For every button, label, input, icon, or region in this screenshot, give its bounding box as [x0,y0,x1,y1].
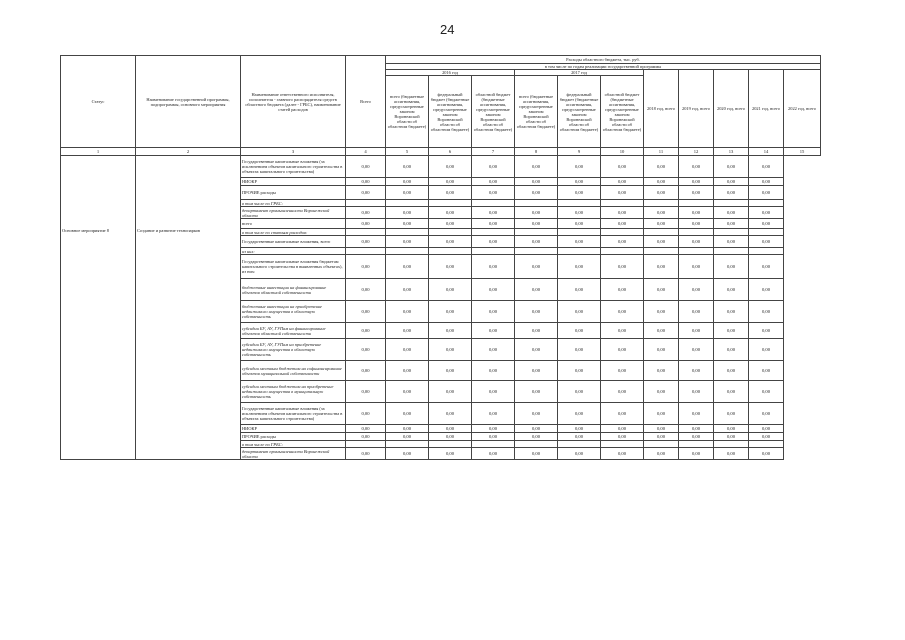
column-number: 9 [558,148,601,156]
value-cell: 0,00 [749,186,784,200]
value-cell: 0,00 [714,219,749,229]
row-label: НИОКР [241,425,346,433]
value-cell: 0,00 [472,219,515,229]
value-cell [515,248,558,255]
value-cell: 0,00 [679,236,714,248]
value-cell: 0,00 [601,425,644,433]
value-cell: 0,00 [601,339,644,361]
value-cell: 0,00 [679,323,714,339]
value-cell [472,229,515,236]
row-label: бюджетные инвестиции на финансирование объектов областной собственности [241,279,346,301]
column-numbers-row [61,148,821,156]
value-cell [558,441,601,448]
row-label: ПРОЧИЕ расходы [241,186,346,200]
value-cell: 0,00 [714,339,749,361]
table-row [61,156,821,178]
row-label: Государственные капитальные вложения (за исключением объектов капитального строительства в объектах капитального строительства) [241,403,346,425]
value-cell: 0,00 [679,381,714,403]
value-cell: 0,00 [714,433,749,441]
value-cell [679,200,714,207]
column-number: 11 [644,148,679,156]
value-cell: 0,00 [749,219,784,229]
column-number: 4 [346,148,386,156]
value-cell: 0,00 [472,433,515,441]
value-cell: 0,00 [714,301,749,323]
value-cell: 0,00 [472,301,515,323]
value-cell: 0,00 [472,381,515,403]
header-regional-2016: областной бюджет (бюджетные ассигнования, предусмотренные законом Воронежской области об областном бюджете) [472,76,515,148]
value-cell [644,229,679,236]
value-cell: 0,00 [644,178,679,186]
value-cell: 0,00 [346,178,386,186]
value-cell: 0,00 [749,339,784,361]
value-cell: 0,00 [558,433,601,441]
value-cell [749,229,784,236]
row-label: субсидии БУ, АУ, ГУПам на приобретение недвижимого имущества в областную собственность [241,339,346,361]
header-local-2017: всего (бюджетные ассигнования, предусмотренные законом Воронежской области об областном бюджете) [515,76,558,148]
value-cell: 0,00 [515,323,558,339]
value-cell: 0,00 [346,323,386,339]
value-cell [644,441,679,448]
value-cell: 0,00 [429,361,472,381]
value-cell: 0,00 [714,323,749,339]
value-cell: 0,00 [386,361,429,381]
value-cell: 0,00 [558,403,601,425]
header-federal-2016: федеральный бюджет (бюджетные ассигнования, предусмотренные законом Воронежской области об областном бюджете) [429,76,472,148]
value-cell: 0,00 [472,279,515,301]
value-cell: 0,00 [515,403,558,425]
value-cell: 0,00 [386,323,429,339]
value-cell: 0,00 [472,361,515,381]
value-cell: 0,00 [386,178,429,186]
value-cell: 0,00 [749,448,784,460]
value-cell: 0,00 [429,381,472,403]
row-label: Государственные капитальные вложения бюджетам капитального строительства в выявленных объектах), из них: [241,255,346,279]
value-cell: 0,00 [386,403,429,425]
value-cell: 0,00 [472,186,515,200]
value-cell [429,248,472,255]
value-cell [749,200,784,207]
value-cell: 0,00 [714,207,749,219]
value-cell: 0,00 [679,178,714,186]
value-cell: 0,00 [601,156,644,178]
value-cell: 0,00 [472,236,515,248]
value-cell: 0,00 [558,156,601,178]
value-cell: 0,00 [429,236,472,248]
value-cell: 0,00 [386,339,429,361]
value-cell: 0,00 [472,403,515,425]
column-number: 3 [241,148,346,156]
value-cell: 0,00 [749,178,784,186]
value-cell: 0,00 [644,279,679,301]
value-cell [429,229,472,236]
value-cell: 0,00 [679,448,714,460]
column-number: 10 [601,148,644,156]
value-cell [558,229,601,236]
value-cell [749,441,784,448]
header-executor: Наименование ответственного исполнителя, исполнителя - главного распорядителя средств областного бюджета (далее - ГРБС), наименование статей расходов [241,56,346,148]
value-cell: 0,00 [601,301,644,323]
value-cell: 0,00 [429,339,472,361]
value-cell: 0,00 [346,219,386,229]
column-number: 1 [61,148,136,156]
value-cell: 0,00 [644,361,679,381]
value-cell [601,441,644,448]
value-cell: 0,00 [346,156,386,178]
value-cell: 0,00 [386,207,429,219]
value-cell: 0,00 [346,433,386,441]
row-label: субсидии БУ, АУ, ГУПам на финансирование объектов областной собственности [241,323,346,339]
value-cell [386,441,429,448]
value-cell [714,200,749,207]
header-2017: 2017 год [515,70,644,76]
value-cell: 0,00 [644,323,679,339]
value-cell: 0,00 [679,156,714,178]
value-cell: 0,00 [601,255,644,279]
row-label: департамент промышленности Воронежской области [241,448,346,460]
header-2021: 2021 год, всего [749,70,784,148]
header-name: Наименование государственной программы, подпрограммы, основного мероприятия [136,56,241,148]
value-cell: 0,00 [515,433,558,441]
value-cell: 0,00 [429,448,472,460]
value-cell: 0,00 [749,279,784,301]
value-cell: 0,00 [714,255,749,279]
column-number: 12 [679,148,714,156]
value-cell: 0,00 [749,301,784,323]
value-cell [714,229,749,236]
header-2016: 2016 год [386,70,515,76]
value-cell [714,248,749,255]
value-cell [749,248,784,255]
value-cell: 0,00 [558,207,601,219]
value-cell: 0,00 [749,433,784,441]
value-cell: 0,00 [679,301,714,323]
value-cell: 0,00 [714,236,749,248]
value-cell: 0,00 [429,156,472,178]
value-cell: 0,00 [346,339,386,361]
budget-table [60,55,821,460]
value-cell: 0,00 [386,448,429,460]
value-cell [714,441,749,448]
row-label: субсидии местным бюджетам на софинансирование объектов муниципальной собственности [241,361,346,381]
value-cell [679,248,714,255]
row-label: всего [241,219,346,229]
value-cell: 0,00 [429,219,472,229]
value-cell: 0,00 [515,207,558,219]
value-cell: 0,00 [558,219,601,229]
header-2019: 2019 год, всего [679,70,714,148]
value-cell: 0,00 [558,255,601,279]
value-cell: 0,00 [714,156,749,178]
value-cell: 0,00 [346,448,386,460]
value-cell: 0,00 [644,448,679,460]
value-cell: 0,00 [714,448,749,460]
value-cell: 0,00 [346,361,386,381]
row-label: в том числе по ГРБС: [241,441,346,448]
value-cell: 0,00 [515,156,558,178]
column-number: 14 [749,148,784,156]
program-name-cell: Создание и развитие технопарков [136,156,241,460]
value-cell: 0,00 [346,207,386,219]
value-cell [515,200,558,207]
value-cell: 0,00 [515,255,558,279]
header-2020: 2020 год, всего [714,70,749,148]
value-cell [472,200,515,207]
value-cell [472,248,515,255]
value-cell [346,229,386,236]
value-cell: 0,00 [472,448,515,460]
value-cell: 0,00 [601,361,644,381]
value-cell [601,229,644,236]
value-cell [515,229,558,236]
value-cell: 0,00 [515,381,558,403]
value-cell: 0,00 [515,361,558,381]
row-label: НИОКР [241,178,346,186]
value-cell [679,229,714,236]
value-cell: 0,00 [749,236,784,248]
value-cell: 0,00 [558,425,601,433]
value-cell: 0,00 [601,186,644,200]
value-cell: 0,00 [558,361,601,381]
value-cell: 0,00 [601,448,644,460]
row-label: в том числе по ГРБС: [241,200,346,207]
value-cell: 0,00 [644,403,679,425]
value-cell [386,229,429,236]
value-cell: 0,00 [679,361,714,381]
column-number: 13 [714,148,749,156]
column-number: 7 [472,148,515,156]
value-cell: 0,00 [429,433,472,441]
value-cell: 0,00 [749,323,784,339]
value-cell: 0,00 [386,219,429,229]
value-cell [601,200,644,207]
value-cell: 0,00 [429,323,472,339]
value-cell: 0,00 [601,207,644,219]
value-cell: 0,00 [714,403,749,425]
value-cell: 0,00 [601,219,644,229]
value-cell: 0,00 [386,236,429,248]
column-number: 5 [386,148,429,156]
value-cell: 0,00 [515,339,558,361]
column-number: 6 [429,148,472,156]
row-label: из них: [241,248,346,255]
value-cell [515,441,558,448]
value-cell: 0,00 [346,255,386,279]
value-cell: 0,00 [714,361,749,381]
column-number: 15 [784,148,821,156]
value-cell: 0,00 [429,186,472,200]
value-cell: 0,00 [679,255,714,279]
value-cell: 0,00 [472,207,515,219]
value-cell: 0,00 [749,361,784,381]
value-cell: 0,00 [601,279,644,301]
value-cell: 0,00 [679,219,714,229]
header-regional-2017: областной бюджет (бюджетные ассигнования, предусмотренные законом Воронежской области об областном бюджете) [601,76,644,148]
value-cell: 0,00 [429,301,472,323]
value-cell: 0,00 [749,207,784,219]
value-cell [429,441,472,448]
row-label: бюджетные инвестиции на приобретение недвижимого имущества в областную собственность [241,301,346,323]
value-cell: 0,00 [429,425,472,433]
value-cell: 0,00 [644,186,679,200]
value-cell: 0,00 [749,425,784,433]
value-cell: 0,00 [515,219,558,229]
value-cell: 0,00 [679,433,714,441]
value-cell [386,200,429,207]
value-cell: 0,00 [644,425,679,433]
value-cell: 0,00 [714,186,749,200]
value-cell: 0,00 [679,186,714,200]
value-cell: 0,00 [515,178,558,186]
value-cell: 0,00 [558,279,601,301]
value-cell: 0,00 [714,279,749,301]
value-cell: 0,00 [429,279,472,301]
value-cell: 0,00 [429,178,472,186]
value-cell: 0,00 [429,403,472,425]
value-cell: 0,00 [558,236,601,248]
value-cell: 0,00 [346,403,386,425]
value-cell: 0,00 [515,236,558,248]
value-cell [346,248,386,255]
value-cell: 0,00 [472,178,515,186]
value-cell: 0,00 [644,339,679,361]
value-cell: 0,00 [558,186,601,200]
value-cell: 0,00 [429,255,472,279]
value-cell: 0,00 [558,448,601,460]
value-cell: 0,00 [679,207,714,219]
page-number: 24 [440,22,455,37]
value-cell: 0,00 [644,301,679,323]
value-cell: 0,00 [749,403,784,425]
value-cell: 0,00 [644,236,679,248]
value-cell: 0,00 [346,425,386,433]
value-cell: 0,00 [386,381,429,403]
row-label: Государственные капитальные вложения (за исключением объектов капитального строительства в объектах капитального строительства) [241,156,346,178]
value-cell: 0,00 [558,323,601,339]
value-cell: 0,00 [472,425,515,433]
value-cell: 0,00 [472,323,515,339]
value-cell [346,441,386,448]
header-status: Статус [61,56,136,148]
value-cell: 0,00 [472,255,515,279]
value-cell: 0,00 [346,301,386,323]
value-cell: 0,00 [749,255,784,279]
value-cell: 0,00 [515,186,558,200]
value-cell: 0,00 [558,301,601,323]
value-cell: 0,00 [386,255,429,279]
value-cell: 0,00 [346,381,386,403]
value-cell: 0,00 [601,236,644,248]
value-cell: 0,00 [386,279,429,301]
value-cell: 0,00 [644,433,679,441]
value-cell: 0,00 [714,381,749,403]
column-number: 2 [136,148,241,156]
value-cell: 0,00 [601,433,644,441]
header-2018: 2018 год, всего [644,70,679,148]
value-cell [558,248,601,255]
value-cell: 0,00 [515,279,558,301]
value-cell: 0,00 [644,381,679,403]
header-federal-2017: федеральный бюджет (бюджетные ассигнования, предусмотренные законом Воронежской области об областном бюджете) [558,76,601,148]
value-cell: 0,00 [644,156,679,178]
header-local-2016: всего (бюджетные ассигнования, предусмотренные законом Воронежской области об областном бюджете) [386,76,429,148]
value-cell [601,248,644,255]
value-cell: 0,00 [515,301,558,323]
value-cell [644,200,679,207]
value-cell: 0,00 [558,178,601,186]
row-label: в том числе по статьям расходов: [241,229,346,236]
value-cell [644,248,679,255]
value-cell: 0,00 [515,425,558,433]
value-cell: 0,00 [601,323,644,339]
value-cell [346,200,386,207]
value-cell: 0,00 [714,178,749,186]
value-cell: 0,00 [386,301,429,323]
value-cell: 0,00 [429,207,472,219]
value-cell: 0,00 [558,339,601,361]
row-label: департамент промышленности Воронежской области [241,207,346,219]
row-label: субсидии местным бюджетам на приобретение недвижимого имущества в муниципальную собственность [241,381,346,403]
value-cell: 0,00 [558,381,601,403]
value-cell [472,441,515,448]
value-cell: 0,00 [644,207,679,219]
value-cell: 0,00 [749,156,784,178]
value-cell [429,200,472,207]
value-cell: 0,00 [346,186,386,200]
value-cell: 0,00 [386,156,429,178]
value-cell [558,200,601,207]
header-2022: 2022 год, всего [784,70,821,148]
value-cell [386,248,429,255]
value-cell: 0,00 [472,339,515,361]
value-cell: 0,00 [472,156,515,178]
value-cell: 0,00 [515,448,558,460]
value-cell: 0,00 [346,279,386,301]
value-cell: 0,00 [601,381,644,403]
value-cell: 0,00 [601,403,644,425]
value-cell: 0,00 [644,219,679,229]
value-cell: 0,00 [679,339,714,361]
value-cell: 0,00 [601,178,644,186]
value-cell: 0,00 [386,186,429,200]
header-including: в том числе по годам реализации государственной программы [386,64,821,70]
value-cell: 0,00 [749,381,784,403]
header-expenses: Расходы областного бюджета, тыс. руб. [386,56,821,64]
value-cell: 0,00 [714,425,749,433]
status-cell: Основное мероприятие 8 [61,156,136,460]
value-cell [679,441,714,448]
value-cell: 0,00 [644,255,679,279]
column-number: 8 [515,148,558,156]
value-cell: 0,00 [386,425,429,433]
row-label: Государственные капитальные вложения, всего [241,236,346,248]
header-total: Всего [346,56,386,148]
value-cell: 0,00 [346,236,386,248]
row-label: ПРОЧИЕ расходы [241,433,346,441]
value-cell: 0,00 [679,403,714,425]
value-cell: 0,00 [679,279,714,301]
value-cell: 0,00 [679,425,714,433]
value-cell: 0,00 [386,433,429,441]
